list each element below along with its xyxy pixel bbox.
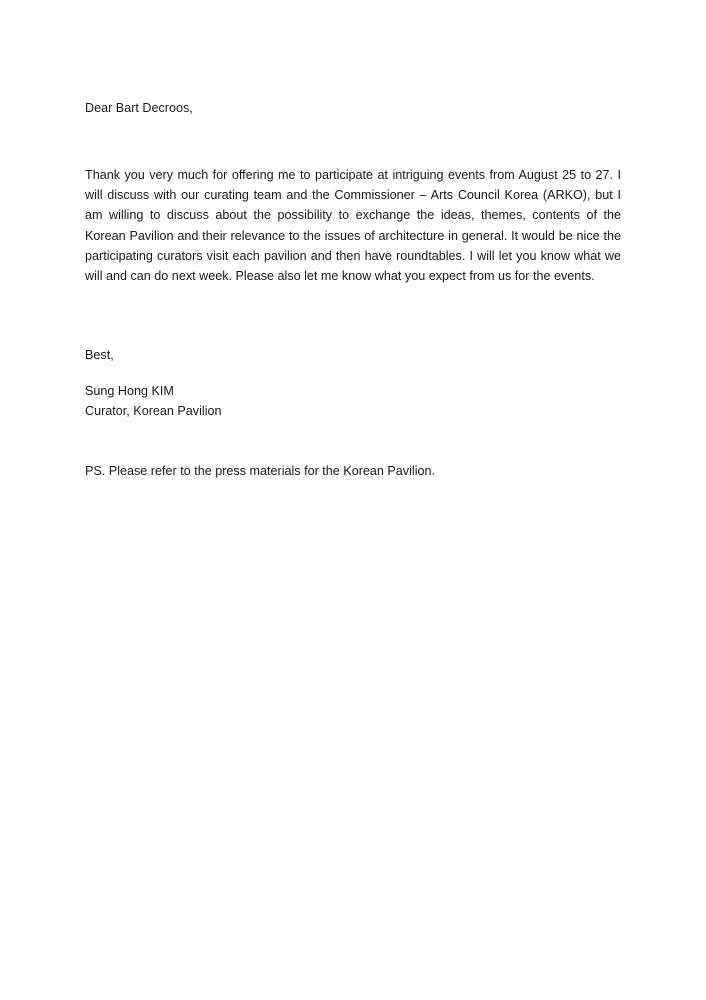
closing: Best, (85, 348, 114, 362)
salutation: Dear Bart Decroos, (85, 101, 193, 115)
letter-body: Thank you very much for offering me to participate at intriguing events from August 25 to 27. I will discuss with our curating team and the Commissioner – Arts Council Korea (ARKO), but I am willing to discuss about the possibility to exchange the ideas, themes, contents of the Korean Pavilion and their relevance to the issues of architecture in general. It would be nice the participating curators visit each pavilion and then have roundtables. I will let you know what we will and can do next week. Please also let me know what you expect from us for the events. (85, 168, 621, 284)
signature-title: Curator, Korean Pavilion (85, 404, 222, 418)
signature-name: Sung Hong KIM (85, 384, 174, 398)
postscript: PS. Please refer to the press materials for the Korean Pavilion. (85, 464, 435, 478)
signature-block (85, 381, 222, 421)
